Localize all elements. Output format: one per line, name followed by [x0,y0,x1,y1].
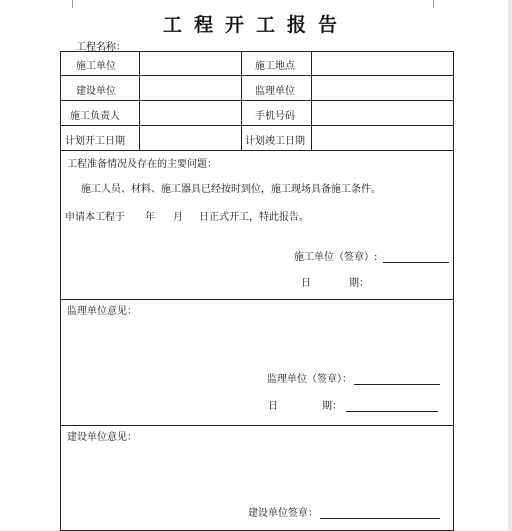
owner-signature-label: 建设单位签章： [248,508,318,519]
table-rule [139,52,140,150]
table-rule [61,150,453,151]
table-rule [61,299,453,300]
report-table [60,51,454,531]
table-rule [241,52,242,150]
label-planned-start-date: 计划开工日期 [65,136,125,147]
page-corner-mark-left [62,0,73,8]
date-label-period: 期： [349,278,369,289]
signature-underline [320,517,440,519]
year-label: 年 [145,212,155,223]
document-title: 工程开工报告 [162,14,349,36]
construction-unit-signature-label: 施工单位（签章）: [294,252,378,263]
signature-underline [354,383,440,385]
supervision-signature-line [267,370,440,385]
label-construction-unit: 施工单位 [76,61,116,72]
owner-opinion-heading: 建设单位意见： [67,432,137,443]
supervision-opinion-heading: 监理单位意见： [67,306,137,317]
construction-unit-signature-line [294,248,449,263]
label-supervision-unit: 监理单位 [255,86,295,97]
page-corner-mark-right [433,0,444,8]
supervision-signature-label: 监理单位（签章）： [267,374,352,385]
date-underline [346,410,438,412]
table-rule [61,100,453,101]
vertical-scrollbar[interactable] [508,0,512,530]
request-prefix: 申请本工程于 [65,212,125,223]
preparation-heading: 工程准备情况及存在的主要问题： [67,159,217,170]
label-mobile-number: 手机号码 [255,111,295,122]
table-rule [61,125,453,126]
owner-signature-line [248,504,440,519]
signature-underline [383,261,449,263]
date-label-period: 期： [322,401,342,412]
date-label-day: 日 [268,401,278,412]
label-planned-completion-date: 计划竣工日期 [245,136,305,147]
construction-date-line [301,274,369,289]
table-rule [61,425,453,426]
project-name-label: 工程名称： [76,42,126,53]
preparation-statement: 施工人员、材料、施工器具已经按时到位，施工现场具备施工条件。 [81,184,381,195]
label-owner-unit: 建设单位 [76,86,116,97]
supervision-date-line [268,397,438,412]
table-rule [61,75,453,76]
date-label-day: 日 [301,278,311,289]
label-construction-site: 施工地点 [255,61,295,72]
label-site-manager: 施工负责人 [70,111,120,122]
start-request-line [65,208,309,223]
month-label: 月 [173,212,183,223]
request-suffix: 日正式开工，特此报告。 [199,212,309,223]
table-rule [311,52,312,150]
